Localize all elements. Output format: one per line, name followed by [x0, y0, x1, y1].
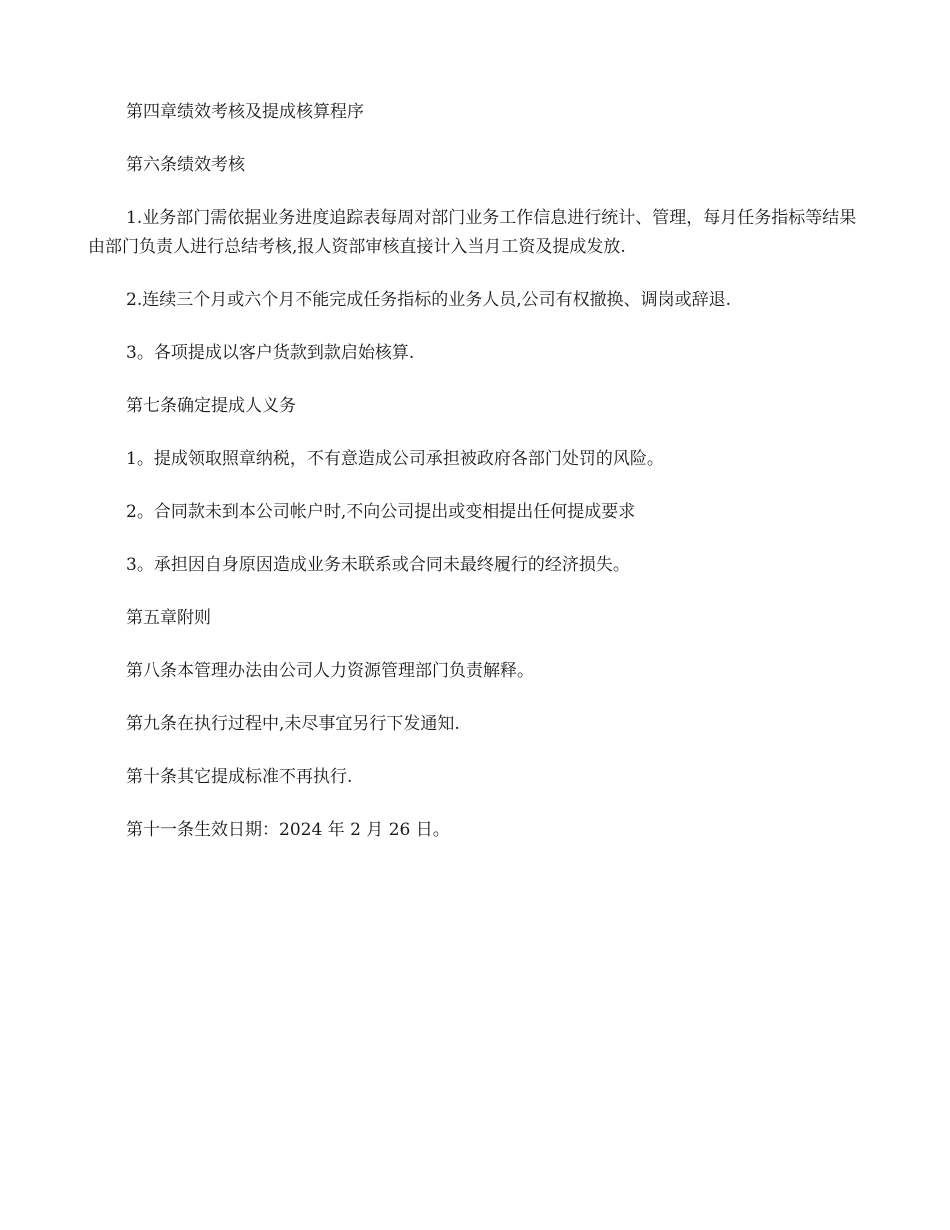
- article-six-heading: 第六条绩效考核: [126, 155, 245, 175]
- article-seven-heading: 第七条确定提成人义务: [126, 396, 296, 416]
- article-eleven: 第十一条生效日期：2024 年 2 月 26 日。: [126, 820, 450, 840]
- document-body: [88, 98, 862, 869]
- article-seven-item-3: 3。承担因自身原因造成业务未联系或合同未最终履行的经济损失。: [126, 555, 630, 575]
- article-seven-item-2: 2。合同款未到本公司帐户时,不向公司提出或变相提出任何提成要求: [126, 502, 636, 522]
- article-eight: 第八条本管理办法由公司人力资源管理部门负责解释。: [126, 661, 534, 681]
- article-nine: 第九条在执行过程中,未尽事宜另行下发通知.: [126, 714, 460, 734]
- chapter-four-heading: 第四章绩效考核及提成核算程序: [126, 102, 364, 122]
- article-six-item-1: 1.业务部门需依据业务进度追踪表每周对部门业务工作信息进行统计、管理，每月任务指标等结果由部门负责人进行总结考核,报人资部审核直接计入当月工资及提成发放.: [88, 208, 857, 257]
- article-seven-item-1: 1。提成领取照章纳税，不有意造成公司承担被政府各部门处罚的风险。: [126, 449, 664, 469]
- article-six-item-3: 3。各项提成以客户货款到款启始核算.: [126, 343, 415, 363]
- article-ten: 第十条其它提成标准不再执行.: [126, 767, 353, 787]
- article-six-item-2: 2.连续三个月或六个月不能完成任务指标的业务人员,公司有权撤换、调岗或辞退.: [126, 290, 732, 310]
- chapter-five-heading: 第五章附则: [126, 608, 211, 628]
